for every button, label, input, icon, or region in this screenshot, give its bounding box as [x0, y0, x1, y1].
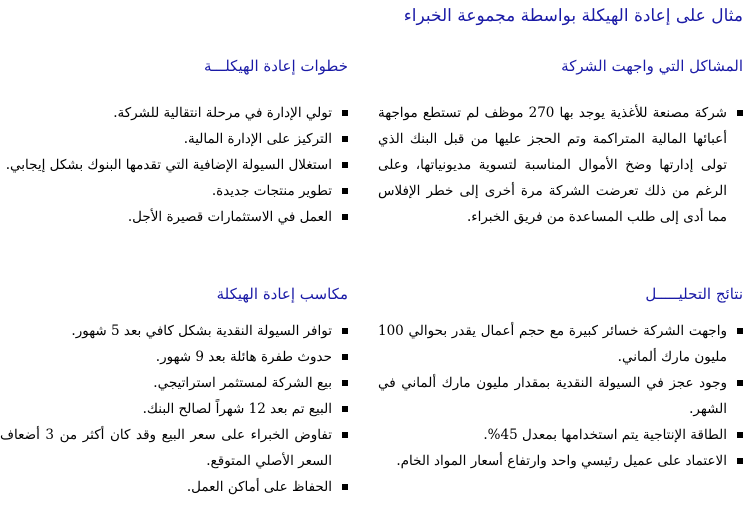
gains-item-text: بيع الشركة لمستثمر استراتيجي.	[153, 375, 332, 391]
list-item	[378, 422, 753, 448]
bullet-icon	[737, 432, 743, 438]
analysis-title: نتائج التحليـــــل	[645, 285, 743, 303]
analysis-item-text: واجهت الشركة خسائر كبيرة مع حجم أعمال يقدر بحوالي 100 مليون مارك ألماني.	[378, 323, 727, 365]
list-item	[0, 100, 358, 126]
analysis-item-text: الطاقة الإنتاجية يتم استخدامها بمعدل 45%.	[483, 427, 727, 443]
gains-title: مكاسب إعادة الهيكلة	[216, 285, 348, 303]
steps-item-text: التركيز على الإدارة المالية.	[183, 131, 332, 147]
bullet-icon	[342, 406, 348, 412]
bullet-icon	[342, 354, 348, 360]
steps-item-text: استغلال السيولة الإضافية التي تقدمها البنوك بشكل إيجابي.	[5, 157, 332, 173]
gains-item-text: تفاوض الخبراء على سعر البيع وقد كان أكثر من 3 أضعاف السعر الأصلي المتوقع.	[0, 427, 332, 469]
bullet-icon	[342, 432, 348, 438]
gains-item-text: البيع تم بعد 12 شهراً لصالح البنك.	[142, 401, 332, 417]
list-item	[0, 344, 358, 370]
list-item	[0, 474, 358, 500]
bullet-icon	[342, 188, 348, 194]
steps-item-text: تولي الإدارة في مرحلة انتقالية للشركة.	[113, 105, 332, 121]
list-item	[0, 152, 358, 178]
gains-item-text: توافر السيولة النقدية بشكل كافي بعد 5 شهور.	[71, 323, 332, 339]
problems-list	[378, 100, 753, 230]
list-item	[0, 370, 358, 396]
bullet-icon	[737, 380, 743, 386]
analysis-item-text: الاعتماد على عميل رئيسي واحد وارتفاع أسعار المواد الخام.	[396, 453, 727, 469]
list-item	[0, 396, 358, 422]
list-item	[378, 100, 753, 230]
list-item	[0, 422, 358, 474]
analysis-item-text: وجود عجز في السيولة النقدية بمقدار مليون مارك ألماني في الشهر.	[378, 375, 727, 417]
bullet-icon	[737, 328, 743, 334]
steps-item-text: تطوير منتجات جديدة.	[211, 183, 332, 199]
bullet-icon	[342, 136, 348, 142]
bullet-icon	[342, 162, 348, 168]
list-item	[378, 448, 753, 474]
bullet-icon	[737, 110, 743, 116]
list-item	[0, 126, 358, 152]
bullet-icon	[342, 110, 348, 116]
bullet-icon	[342, 214, 348, 220]
bullet-icon	[342, 484, 348, 490]
bullet-icon	[342, 380, 348, 386]
bullet-icon	[737, 458, 743, 464]
gains-list	[0, 318, 358, 500]
list-item	[378, 318, 753, 370]
list-item	[0, 204, 358, 230]
problems-title: المشاكل التي واجهت الشركة	[561, 57, 743, 75]
problems-item-text: شركة مصنعة للأغذية يوجد بها 270 موظف لم تستطع مواجهة أعبائها المالية المتراكمة وتم الحجز عليها من قبل البنك الذي تولى إدارتها وضخ الأموال المناسبة لتسوية مديونياتها، وعلى الرغم من ذلك تعرضت الشركة مرة أخرى إلى خطر الإفلاس مما أدى إلى طلب المساعدة من فريق الخبراء.	[378, 105, 727, 225]
gains-item-text: حدوث طفرة هائلة بعد 9 شهور.	[155, 349, 332, 365]
analysis-list	[378, 318, 753, 474]
steps-item-text: العمل في الاستثمارات قصيرة الأجل.	[127, 209, 332, 225]
steps-title: خطوات إعادة الهيكلـــة	[203, 57, 348, 75]
steps-list	[0, 100, 358, 230]
page-title: مثال على إعادة الهيكلة بواسطة مجموعة الخبراء	[403, 6, 743, 26]
list-item	[0, 178, 358, 204]
list-item	[0, 318, 358, 344]
list-item	[378, 370, 753, 422]
bullet-icon	[342, 328, 348, 334]
gains-item-text: الحفاظ على أماكن العمل.	[186, 479, 332, 495]
